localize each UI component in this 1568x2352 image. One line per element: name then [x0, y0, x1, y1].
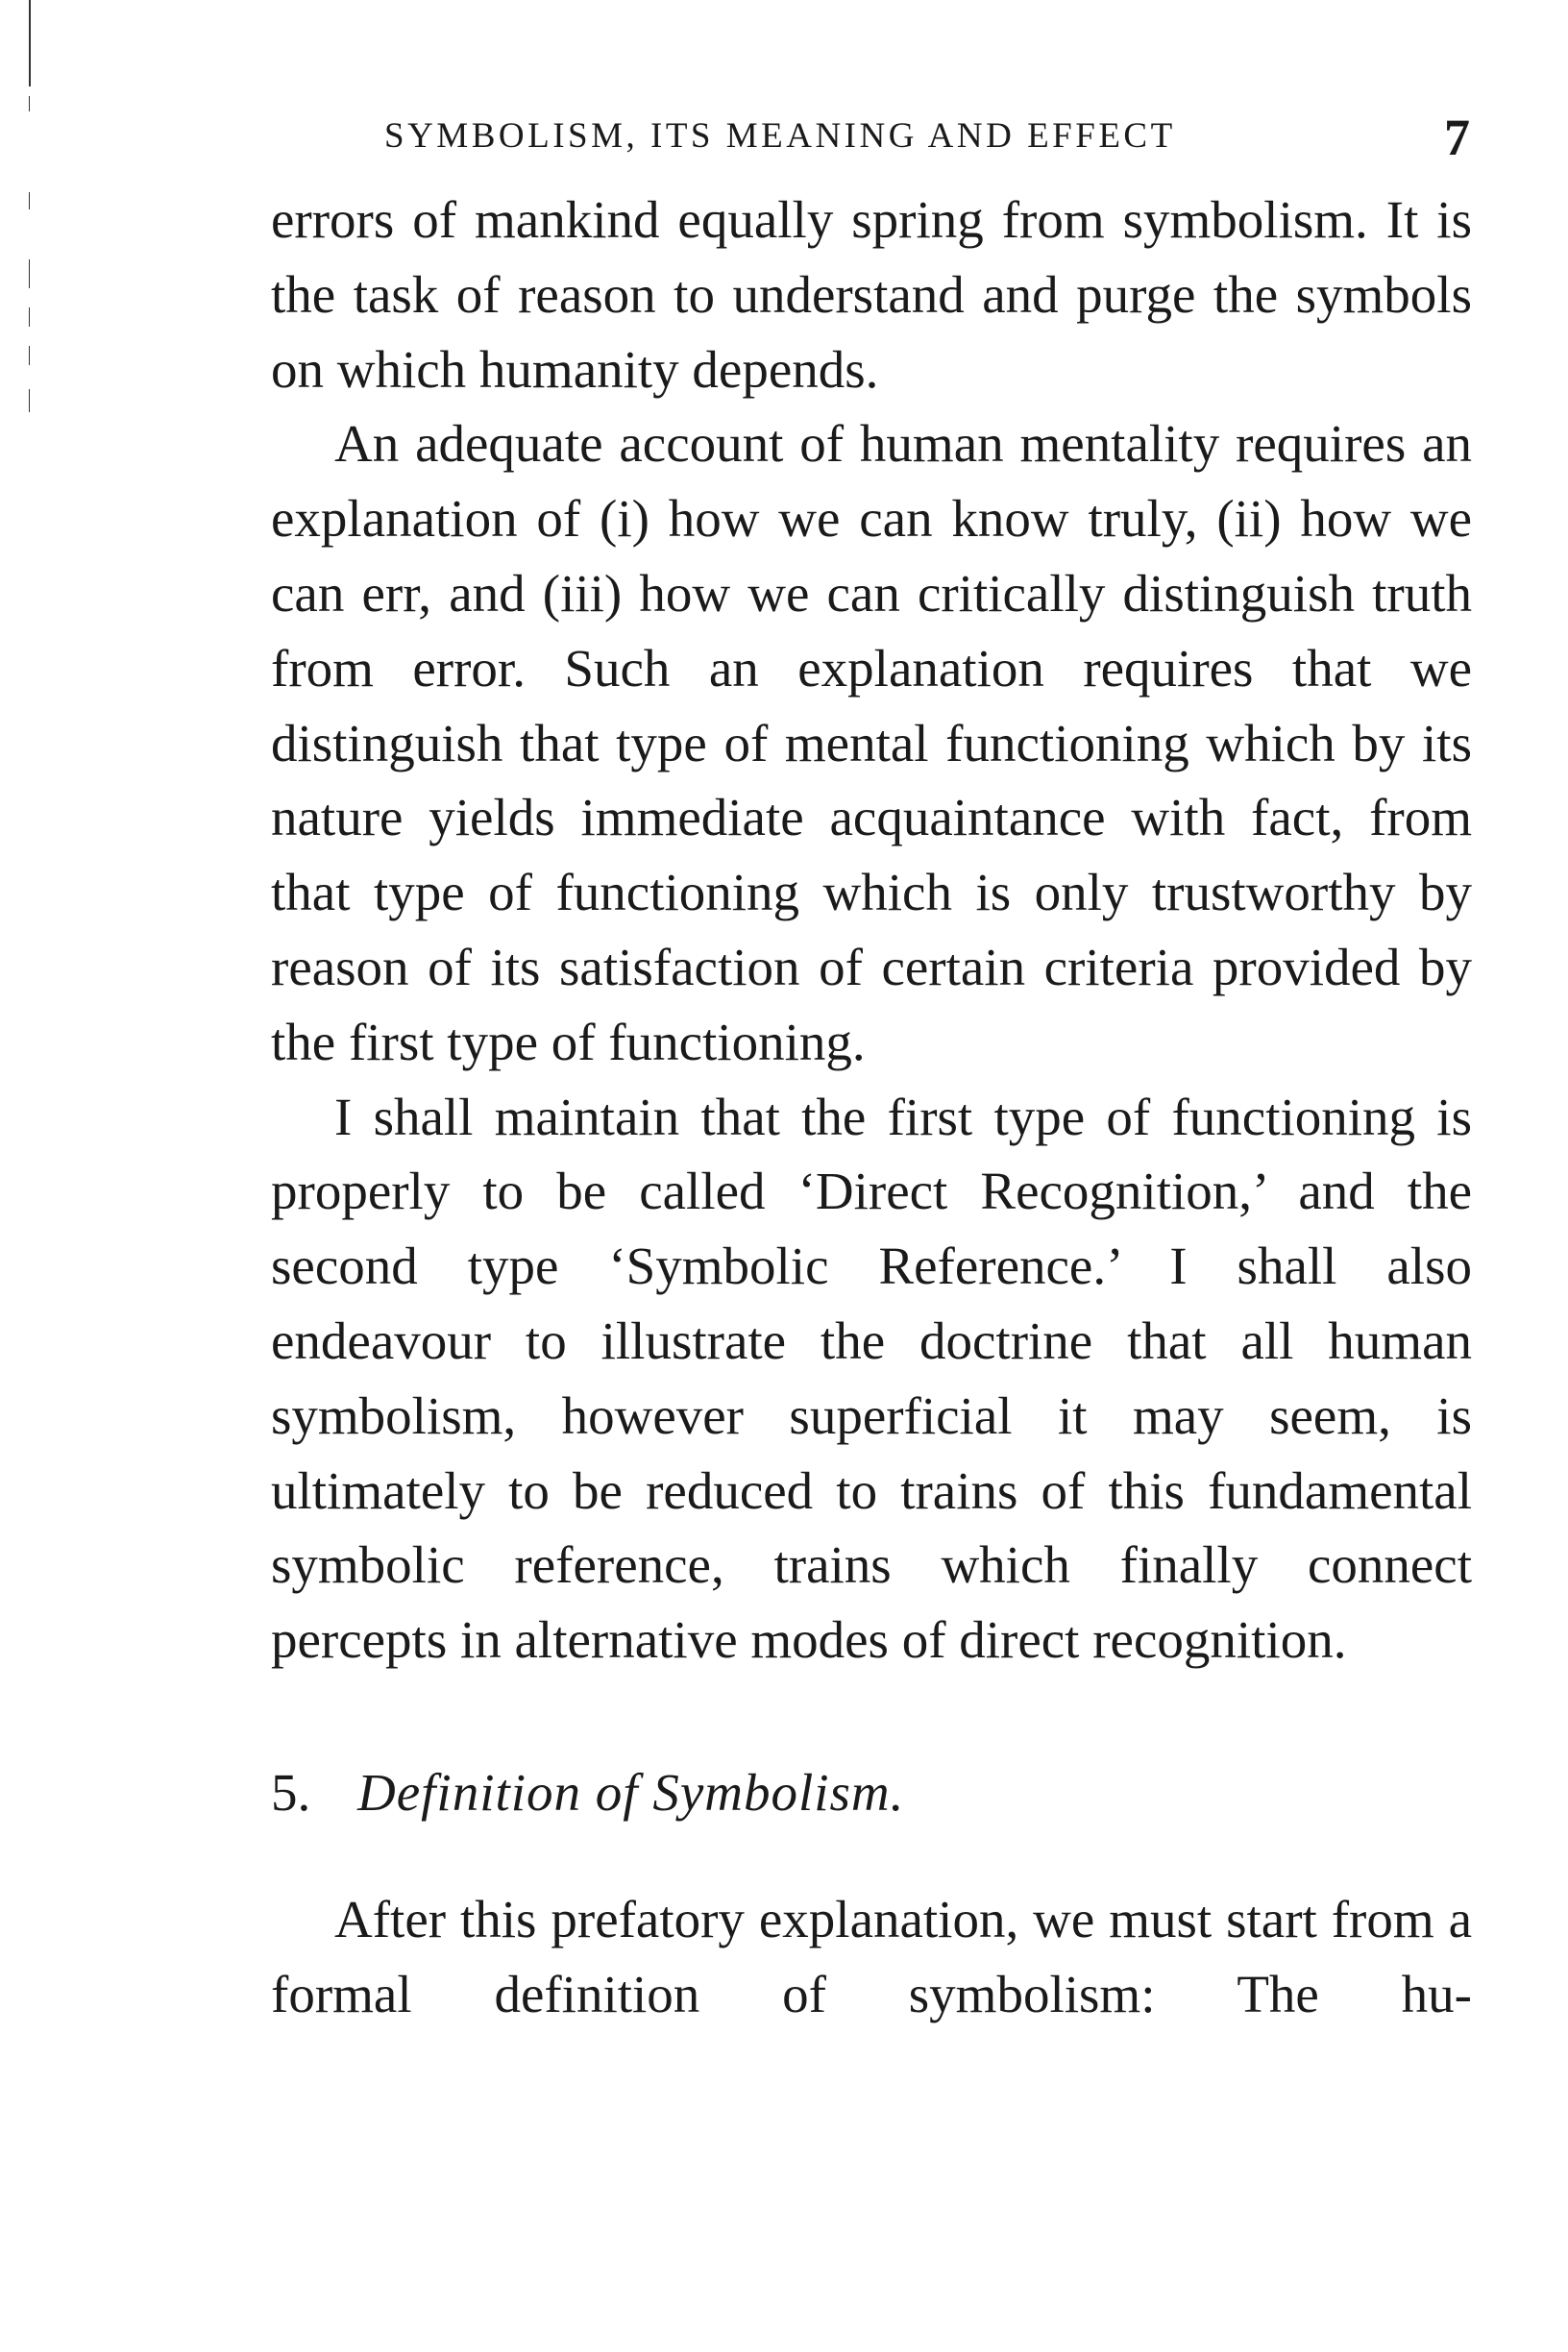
paragraph: An adequate account of human mentality requires an explanation of (i) how we can know truly, (ii) how we can err, and (iii) how we can critically distinguish truth from error. Such an explanation requires that we distinguish that type of mental functioning which by its nature yields immediate acquaintance with fact, from that type of functioning which is only trustworthy by reason of its satisfaction of certain criteria provided by the first type of functioning.: [271, 414, 1472, 1071]
scan-mark: [29, 259, 30, 288]
paragraph: errors of mankind equally spring from symbolism. It is the task of reason to understand and purge the symbols on which humanity depends.: [271, 190, 1472, 399]
scan-mark: [29, 96, 30, 111]
scan-mark: [29, 0, 31, 86]
body-text: [271, 183, 1472, 2031]
page-number: 7: [1444, 109, 1470, 166]
section-heading: [271, 1755, 1472, 1830]
scan-mark: [29, 307, 30, 327]
paragraph: After this prefatory explanation, we must start from a formal definition of symbolism: The hu-: [271, 1889, 1472, 2023]
section-number: 5.: [271, 1762, 311, 1822]
scan-mark: [29, 192, 30, 209]
scan-mark: [29, 389, 30, 412]
paragraph: I shall maintain that the first type of functioning is properly to be called ‘Direct Recognition,’ and the second type ‘Symbolic Reference.’ I shall also endeavour to illustrate the doctrine that all human symbolism, however superficial it may seem, is ultimately to be reduced to trains of this fundamental symbolic reference, trains which finally connect percepts in alternative modes of direct recognition.: [271, 1087, 1472, 1670]
running-title: SYMBOLISM, ITS MEANING AND EFFECT: [384, 116, 1176, 156]
running-head: [384, 108, 1470, 165]
scan-mark: [29, 346, 30, 365]
section-title: Definition of Symbolism.: [357, 1762, 905, 1822]
